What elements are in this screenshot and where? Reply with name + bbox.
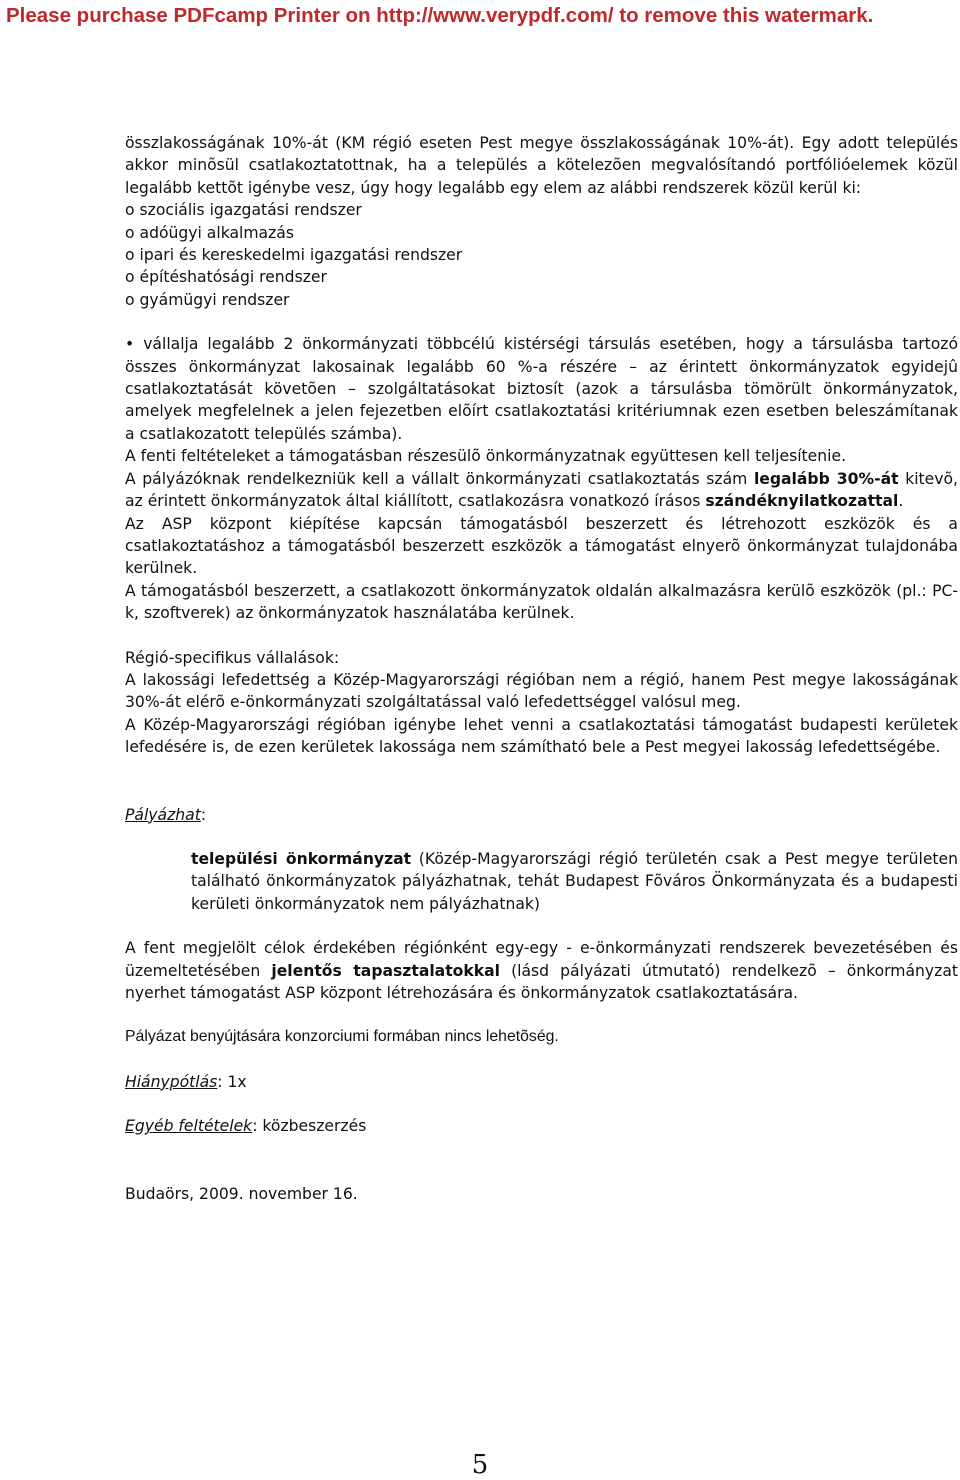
bullet-marker: • <box>125 335 135 354</box>
list-item-text: gyámügyi rendszer <box>139 290 290 309</box>
list-item-text: szociális igazgatási rendszer <box>139 201 362 220</box>
bold-span: települési önkormányzat <box>191 849 412 868</box>
bold-span: szándéknyilatkozattal <box>705 492 899 511</box>
bullet-text: vállalja legalább 2 önkormányzati többcélú kistérségi társulás esetében, hogy a társulásba tartozó összes önkormányzat lakosainak legalább 60 %-a részére – az érintett önkormányzatok egyidejû csatlakoztatását követõen – szolgáltatásokat biztosít (azok a társulásba tömörült önkormányzatok, amelyek megfelelnek a jelen fejezetben elõírt csatlakoztatási kritériumnak ezen esetben beleszámítanak a csatlakozatott település számba). <box>125 335 958 443</box>
list-marker: o <box>125 268 135 287</box>
list-marker: o <box>125 290 135 309</box>
page-number: 5 <box>471 1450 489 1480</box>
list-item-text: építéshatósági rendszer <box>139 268 327 287</box>
list-item <box>125 289 958 311</box>
list-marker: o <box>125 246 135 265</box>
paragraph-kozep: A Közép-Magyarországi régióban igénybe lehet venni a csatlakoztatási támogatást budapesti kerületek lefedésére is, de ezen kerületek lakossága nem számítható bele a Pest megyei lakosság lefedettségébe. <box>125 715 958 757</box>
text-span: . <box>898 492 904 511</box>
date-line: Budaörs, 2009. november 16. <box>125 1184 358 1203</box>
list-item <box>125 266 958 288</box>
text-span: A fent megjelölt célok érdekében régiónként egy-egy - e-önkormányzati rendszerek bevezetésében és üzemeltetésében <box>125 939 958 980</box>
palyazhat-label: Pályázhat <box>125 805 201 824</box>
list-item <box>125 199 958 221</box>
watermark-text: Please purchase PDFcamp Printer on http://www.verypdf.com/ to remove this watermark. <box>6 4 874 27</box>
bold-span: jelentős tapasztalatokkal <box>271 961 500 980</box>
text-span: (Közép-Magyarországi régió területén csak a Pest megye területen található önkormányzatok pályázhatnak, tehát Budapest Fõváros Önkormányzata és a budapesti kerületi önkormányzatok nem pályázhatnak) <box>191 849 959 913</box>
paragraph-asp: Az ASP központ kiépítése kapcsán támogatásból beszerzett és létrehozott eszközök és a csatlakoztatáshoz a támogatásból beszerzett eszközök a támogatást elnyerõ önkormányzat tulajdonába kerülnek. <box>125 514 958 578</box>
list-item <box>125 244 958 266</box>
bullet-paragraph <box>125 333 958 445</box>
palyazhat-colon: : <box>200 805 207 824</box>
bold-span: legalább 30%-át <box>753 469 899 488</box>
text-span: A pályázóknak rendelkezniük kell a vállalt önkormányzati csatlakoztatás szám <box>125 469 754 488</box>
paragraph-tamogatas: A támogatásból beszerzett, a csatlakozott önkormányzatok oldalán alkalmazásra kerülõ eszközök (pl.: PC-k, szoftverek) az önkormányzatok használatába kerülnek. <box>125 581 958 623</box>
paragraph-palyazok <box>125 468 958 513</box>
list-item <box>125 222 958 244</box>
system-list <box>125 199 958 311</box>
egyeb-label: Egyéb feltételek <box>125 1117 253 1136</box>
document-body <box>125 132 958 1205</box>
list-item-text: adóügyi alkalmazás <box>139 223 294 242</box>
list-marker: o <box>125 201 135 220</box>
regio-heading: Régió-specifikus vállalások: <box>125 648 340 667</box>
paragraph-lakossagi: A lakossági lefedettség a Közép-Magyarországi régióban nem a régió, hanem Pest megye lakosságának 30%-át elérõ e-önkormányzati szolgáltatással való lefedettséggel valósul meg. <box>125 670 958 712</box>
egyeb-value: : közbeszerzés <box>252 1117 367 1136</box>
text-span: kitevõ, az érintett önkormányzatok által kiállított, csatlakozásra vonatkozó írásos <box>125 469 958 511</box>
list-marker: o <box>125 223 135 242</box>
hianypotlas-value: : 1x <box>217 1072 247 1091</box>
hianypotlas-label: Hiánypótlás <box>125 1072 218 1091</box>
palyazhat-detail <box>125 848 958 915</box>
egyeb-line <box>125 1115 958 1137</box>
text-span: (lásd pályázati útmutató) rendelkezõ – önkormányzat nyerhet támogatást ASP központ létrehozására és önkormányzatok csatlakoztatására. <box>125 961 958 1002</box>
hianypotlas-line <box>125 1071 958 1093</box>
palyazhat-heading <box>125 804 958 826</box>
paragraph-konzorcium: Pályázat benyújtására konzorciumi formában nincs lehetõség. <box>125 1028 559 1046</box>
paragraph-fenti: A fenti feltételeket a támogatásban részesülõ önkormányzatnak együttesen kell teljesítenie. <box>125 447 847 466</box>
paragraph-afent <box>125 937 958 1004</box>
paragraph-intro: összlakosságának 10%-át (KM régió eseten Pest megye összlakosságának 10%-át). Egy adott település akkor minõsül csatlakoztatottnak, ha a település a kötelezõen megvalósítandó portfólióelemek közül legalább kettõt igénybe vesz, úgy hogy legalább egy elem az alábbi rendszerek közül kerül ki: <box>125 134 958 197</box>
list-item-text: ipari és kereskedelmi igazgatási rendszer <box>139 246 463 265</box>
